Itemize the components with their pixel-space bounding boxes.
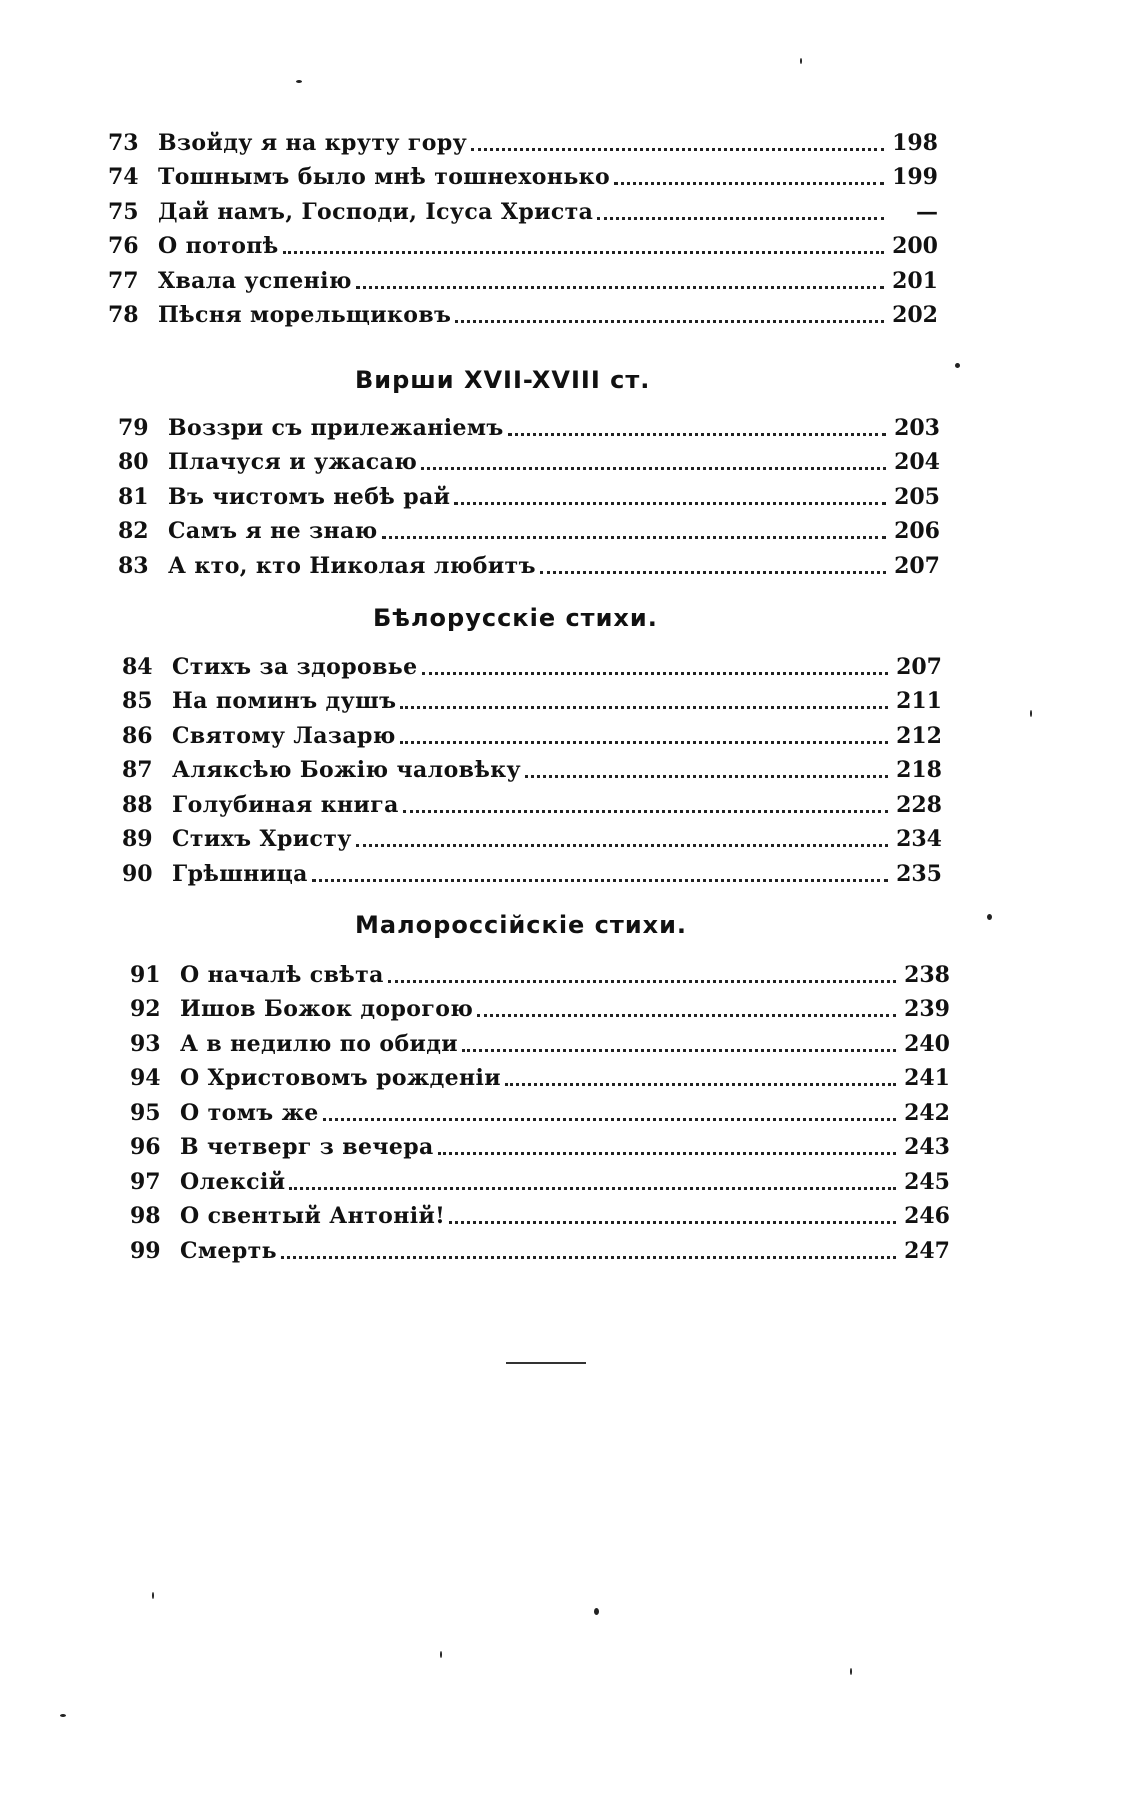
- entry-number: 73: [108, 129, 139, 156]
- leader-dots: [454, 501, 886, 505]
- scan-speck: [152, 1592, 154, 1599]
- toc-entry: [118, 408, 940, 443]
- entry-page: 203: [894, 414, 940, 441]
- entry-title: Голубиная книга: [172, 791, 399, 818]
- entry-number: 81: [118, 483, 149, 510]
- toc-entry: [122, 716, 942, 751]
- leader-dots: [525, 774, 888, 778]
- entry-number: 96: [130, 1134, 161, 1160]
- scan-speck: [850, 1668, 852, 1675]
- entry-page: 238: [904, 961, 950, 988]
- leader-dots: [462, 1048, 896, 1052]
- entry-number: 76: [108, 233, 139, 259]
- leader-dots: [289, 1186, 896, 1190]
- entry-page: 239: [904, 996, 950, 1022]
- entry-page: 228: [896, 791, 942, 818]
- entry-title: О началѣ свѣта: [180, 961, 384, 988]
- leader-dots: [597, 216, 884, 220]
- entry-page: 240: [904, 1030, 950, 1057]
- entry-title: На поминъ душъ: [172, 688, 397, 714]
- toc-entry: [108, 227, 938, 262]
- entry-number: 91: [130, 961, 161, 988]
- entry-title: Пѣсня морельщиковъ: [158, 302, 452, 328]
- entry-page: 206: [894, 518, 940, 544]
- entry-title: А кто, кто Николая любитъ: [168, 552, 536, 579]
- toc-entry: [108, 192, 938, 227]
- leader-dots: [455, 319, 884, 323]
- toc-entry: [122, 751, 942, 786]
- entry-title: Воззри съ прилежанiемъ: [168, 414, 504, 441]
- leader-dots: [505, 1082, 896, 1086]
- leader-dots: [540, 570, 886, 574]
- entry-number: 79: [118, 414, 149, 441]
- toc-entry: [130, 1128, 950, 1163]
- leader-dots: [422, 671, 888, 675]
- entry-page: 247: [904, 1237, 950, 1264]
- toc-group-1: [108, 123, 938, 330]
- entry-page: 199: [892, 164, 938, 190]
- entry-title: О Христовомъ рожденiи: [180, 1065, 502, 1091]
- entry-page: 211: [896, 688, 942, 714]
- leader-dots: [388, 979, 896, 983]
- toc-entry: [130, 1059, 950, 1094]
- entry-page: 218: [896, 757, 942, 783]
- entry-title: Самъ я не знаю: [168, 518, 378, 544]
- leader-dots: [449, 1220, 896, 1224]
- toc-entry: [122, 820, 942, 855]
- entry-number: 92: [130, 996, 161, 1022]
- toc-entry: [118, 546, 940, 581]
- leader-dots: [283, 250, 884, 254]
- entry-title: Взойду я на круту гору: [158, 129, 468, 156]
- scan-speck: [60, 1714, 66, 1717]
- scan-speck: [800, 58, 802, 64]
- toc-entry: [130, 1093, 950, 1128]
- leader-dots: [421, 466, 886, 470]
- entry-title: Хвала успенiю: [158, 267, 352, 294]
- section-heading-belorussian: Бѣлорусскiе стихи.: [373, 604, 658, 632]
- entry-page: 204: [894, 449, 940, 475]
- entry-page: 243: [904, 1134, 950, 1160]
- entry-number: 88: [122, 791, 153, 818]
- entry-number: 84: [122, 653, 153, 680]
- toc-entry: [130, 1162, 950, 1197]
- toc-entry: [118, 512, 940, 547]
- entry-title: Въ чистомъ небѣ рай: [168, 483, 451, 510]
- entry-number: 78: [108, 302, 139, 328]
- closing-rule: [506, 1362, 586, 1364]
- toc-entry: [118, 443, 940, 478]
- entry-number: 93: [130, 1030, 161, 1057]
- scan-speck: [987, 914, 992, 920]
- entry-title: Аляксѣю Божiю чаловѣку: [172, 757, 521, 783]
- entry-title: Плачуся и ужасаю: [168, 449, 418, 475]
- entry-title: Святому Лазарю: [172, 722, 396, 749]
- entry-number: 80: [118, 449, 149, 475]
- entry-title: Ишов Божок дорогою: [180, 996, 474, 1022]
- entry-number: 82: [118, 518, 149, 544]
- entry-number: 90: [122, 860, 153, 887]
- scan-speck: [1030, 710, 1032, 717]
- entry-page: 235: [896, 860, 942, 887]
- toc-entry: [122, 854, 942, 889]
- entry-page: 201: [892, 267, 938, 294]
- entry-number: 94: [130, 1065, 161, 1091]
- entry-page: 207: [894, 552, 940, 579]
- entry-page: 241: [904, 1065, 950, 1091]
- toc-entry: [108, 123, 938, 158]
- entry-page: 205: [894, 483, 940, 510]
- entry-title: О потопѣ: [158, 233, 279, 259]
- entry-title: Олексiй: [180, 1168, 286, 1195]
- entry-page: 234: [896, 826, 942, 852]
- leader-dots: [614, 181, 884, 185]
- scan-speck: [594, 1608, 599, 1615]
- leader-dots: [400, 740, 888, 744]
- entry-title: Стихъ за здоровье: [172, 653, 418, 680]
- entry-number: 87: [122, 757, 153, 783]
- entry-title: А в недилю по обиди: [180, 1030, 459, 1057]
- entry-page: —: [916, 198, 938, 225]
- scan-speck: [440, 1651, 442, 1658]
- leader-dots: [403, 809, 888, 813]
- toc-entry: [108, 261, 938, 296]
- leader-dots: [477, 1013, 896, 1017]
- entry-number: 85: [122, 688, 153, 714]
- entry-title: Стихъ Христу: [172, 826, 352, 852]
- leader-dots: [508, 432, 886, 436]
- leader-dots: [356, 843, 888, 847]
- entry-number: 99: [130, 1237, 161, 1264]
- entry-title: Дай намъ, Господи, Iсуса Христа: [158, 198, 594, 225]
- leader-dots: [323, 1117, 896, 1121]
- section-heading-virshi: Вирши XVII-XVIII ст.: [355, 366, 651, 394]
- entry-title: Грѣшница: [172, 860, 308, 887]
- leader-dots: [312, 878, 888, 882]
- toc-entry: [122, 647, 942, 682]
- toc-entry: [130, 1231, 950, 1266]
- entry-number: 97: [130, 1168, 161, 1195]
- toc-entry: [130, 1197, 950, 1232]
- entry-title: Смерть: [180, 1237, 277, 1264]
- scan-speck: [955, 363, 960, 368]
- leader-dots: [438, 1151, 896, 1155]
- toc-entry: [130, 990, 950, 1025]
- entry-number: 83: [118, 552, 149, 579]
- leader-dots: [471, 147, 884, 151]
- toc-entry: [118, 477, 940, 512]
- entry-number: 77: [108, 267, 139, 294]
- scan-speck: [296, 80, 302, 83]
- toc-entry: [130, 955, 950, 990]
- entry-number: 95: [130, 1099, 161, 1126]
- entry-page: 202: [892, 302, 938, 328]
- entry-page: 198: [892, 129, 938, 156]
- entry-title: В четверг з вечера: [180, 1134, 434, 1160]
- entry-title: О свентый Антонiй!: [180, 1203, 446, 1229]
- leader-dots: [382, 535, 886, 539]
- entry-page: 200: [892, 233, 938, 259]
- entry-page: 207: [896, 653, 942, 680]
- section-heading-little-russian: Малороссiйскiе стихи.: [355, 911, 688, 939]
- toc-entry: [108, 158, 938, 193]
- leader-dots: [400, 705, 888, 709]
- entry-page: 242: [904, 1099, 950, 1126]
- entry-title: Тошнымъ было мнѣ тошнехонько: [158, 164, 611, 190]
- entry-number: 74: [108, 164, 139, 190]
- entry-page: 246: [904, 1203, 950, 1229]
- entry-title: О томъ же: [180, 1099, 319, 1126]
- entry-number: 89: [122, 826, 153, 852]
- leader-dots: [281, 1255, 896, 1259]
- toc-group-3: [122, 647, 942, 889]
- toc-group-4: [130, 955, 950, 1266]
- entry-number: 86: [122, 722, 153, 749]
- toc-entry: [122, 785, 942, 820]
- entry-number: 75: [108, 198, 139, 225]
- entry-page: 212: [896, 722, 942, 749]
- leader-dots: [356, 285, 884, 289]
- toc-entry: [130, 1024, 950, 1059]
- entry-page: 245: [904, 1168, 950, 1195]
- entry-number: 98: [130, 1203, 161, 1229]
- toc-group-2: [118, 408, 940, 581]
- toc-entry: [122, 682, 942, 717]
- toc-entry: [108, 296, 938, 331]
